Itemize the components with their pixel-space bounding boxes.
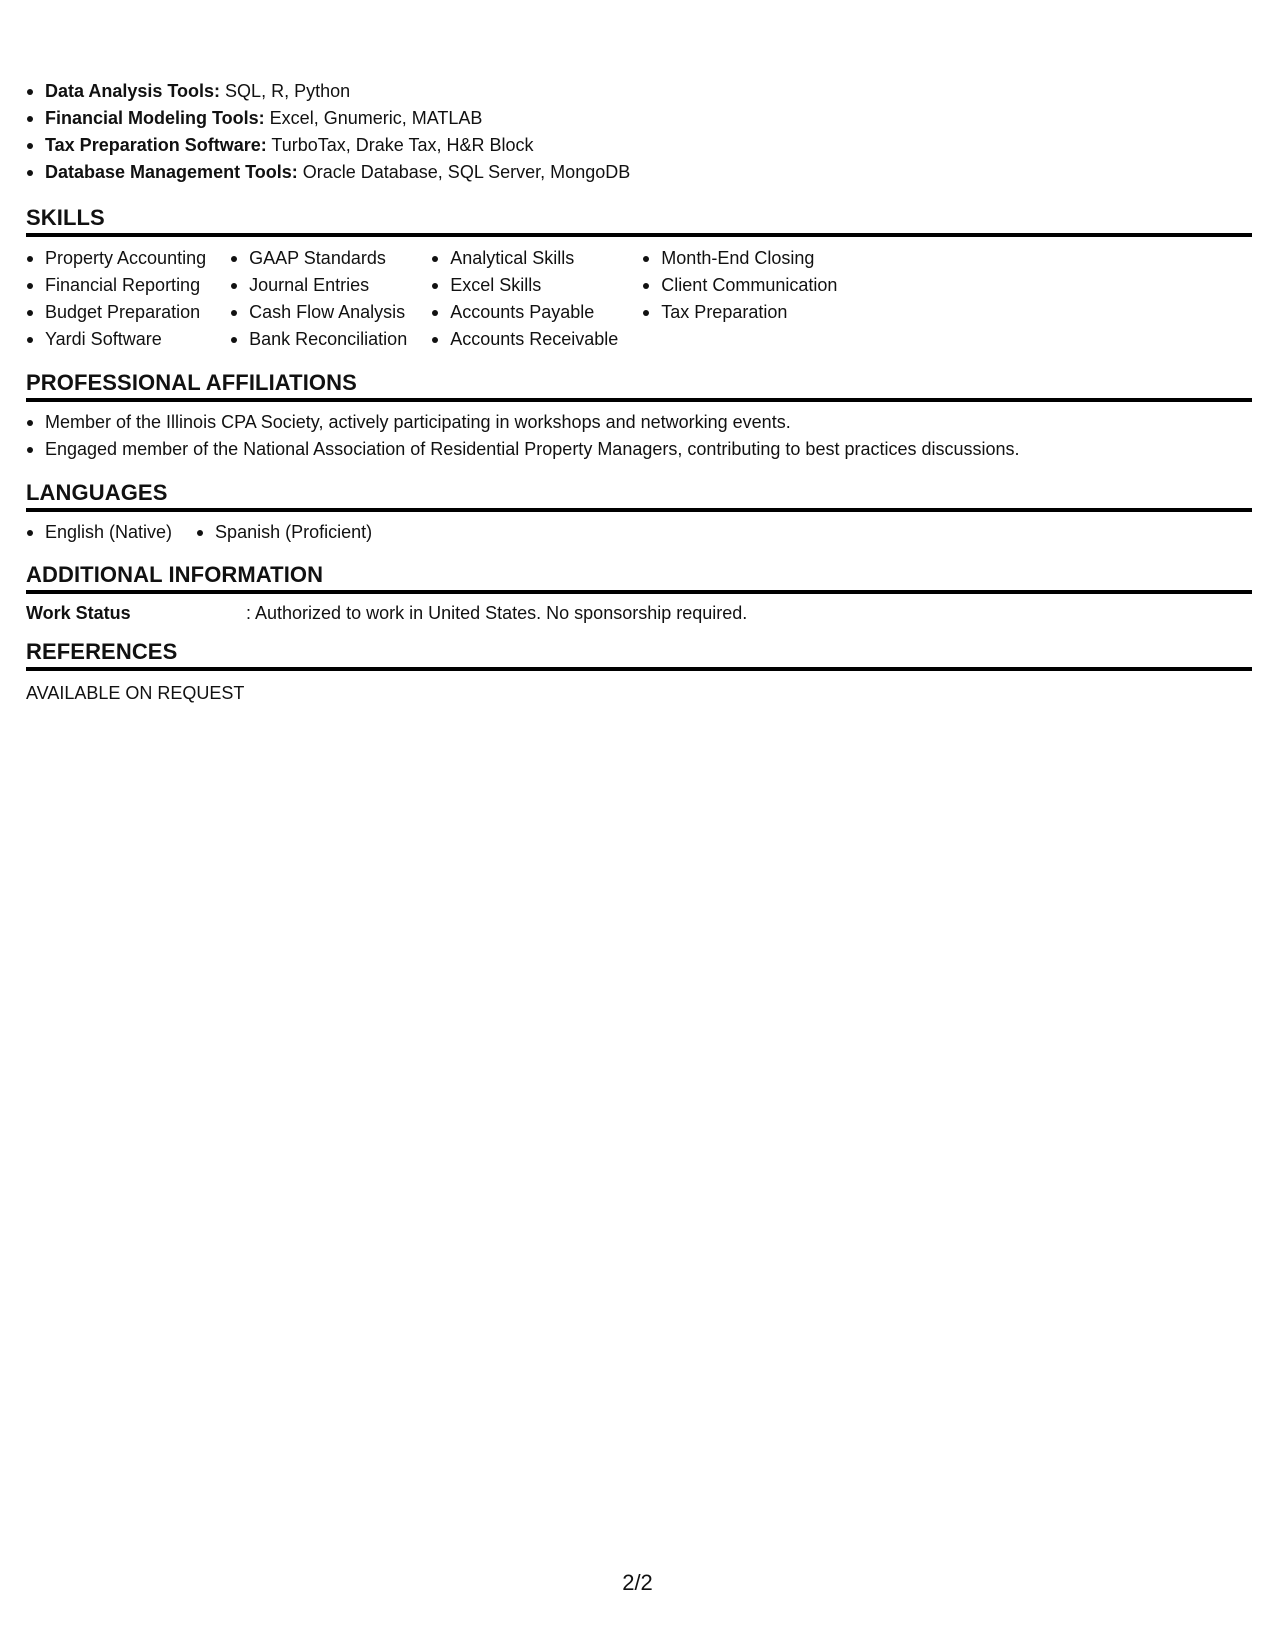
language-item: English (Native) [26,519,172,546]
work-status-row [26,601,1252,625]
skills-column [26,245,206,353]
skill-item: Accounts Receivable [431,326,618,353]
skill-item: Analytical Skills [431,245,618,272]
skill-item: Yardi Software [26,326,206,353]
language-item: Spanish (Proficient) [196,519,372,546]
skill-item: Tax Preparation [642,299,837,326]
tool-label: Data Analysis Tools: [45,81,221,101]
skills-column [431,245,618,353]
work-status-label: Work Status [26,603,131,623]
references-heading: REFERENCES [26,639,1252,671]
affiliations-list [26,409,1252,463]
skills-column [230,245,407,353]
tool-value: Excel, Gnumeric, MATLAB [264,108,483,128]
tool-label: Tax Preparation Software: [45,135,267,155]
list-item [26,105,1252,132]
tools-list [26,78,1252,186]
skill-item: GAAP Standards [230,245,407,272]
skill-item: Financial Reporting [26,272,206,299]
affiliation-item: Member of the Illinois CPA Society, actively participating in workshops and networking events. [26,409,1252,436]
list-item [26,78,1252,105]
skills-grid [26,245,1252,353]
page-number: 2/2 [622,1570,653,1595]
list-item [26,132,1252,159]
skill-item: Excel Skills [431,272,618,299]
skill-item: Month-End Closing [642,245,837,272]
tool-label: Financial Modeling Tools: [45,108,265,128]
languages-list [26,519,1252,546]
skill-item: Journal Entries [230,272,407,299]
tool-value: TurboTax, Drake Tax, H&R Block [266,135,534,155]
tool-value: SQL, R, Python [220,81,351,101]
skill-item: Bank Reconciliation [230,326,407,353]
affiliation-item: Engaged member of the National Association of Residential Property Managers, contributing to best practices discussions. [26,436,1252,463]
languages-heading: LANGUAGES [26,480,1252,512]
skill-item: Property Accounting [26,245,206,272]
additional-info-heading: ADDITIONAL INFORMATION [26,562,1252,594]
skills-column [642,245,837,353]
resume-page [26,78,1252,705]
skill-item: Accounts Payable [431,299,618,326]
tool-label: Database Management Tools: [45,162,298,182]
skill-item: Client Communication [642,272,837,299]
affiliations-heading: PROFESSIONAL AFFILIATIONS [26,370,1252,402]
list-item [26,159,1252,186]
skill-item: Cash Flow Analysis [230,299,407,326]
tool-value: Oracle Database, SQL Server, MongoDB [297,162,631,182]
skill-item: Budget Preparation [26,299,206,326]
work-status-value: : Authorized to work in United States. No sponsorship required. [246,603,748,623]
skills-heading: SKILLS [26,205,1252,237]
references-text: AVAILABLE ON REQUEST [26,683,245,703]
